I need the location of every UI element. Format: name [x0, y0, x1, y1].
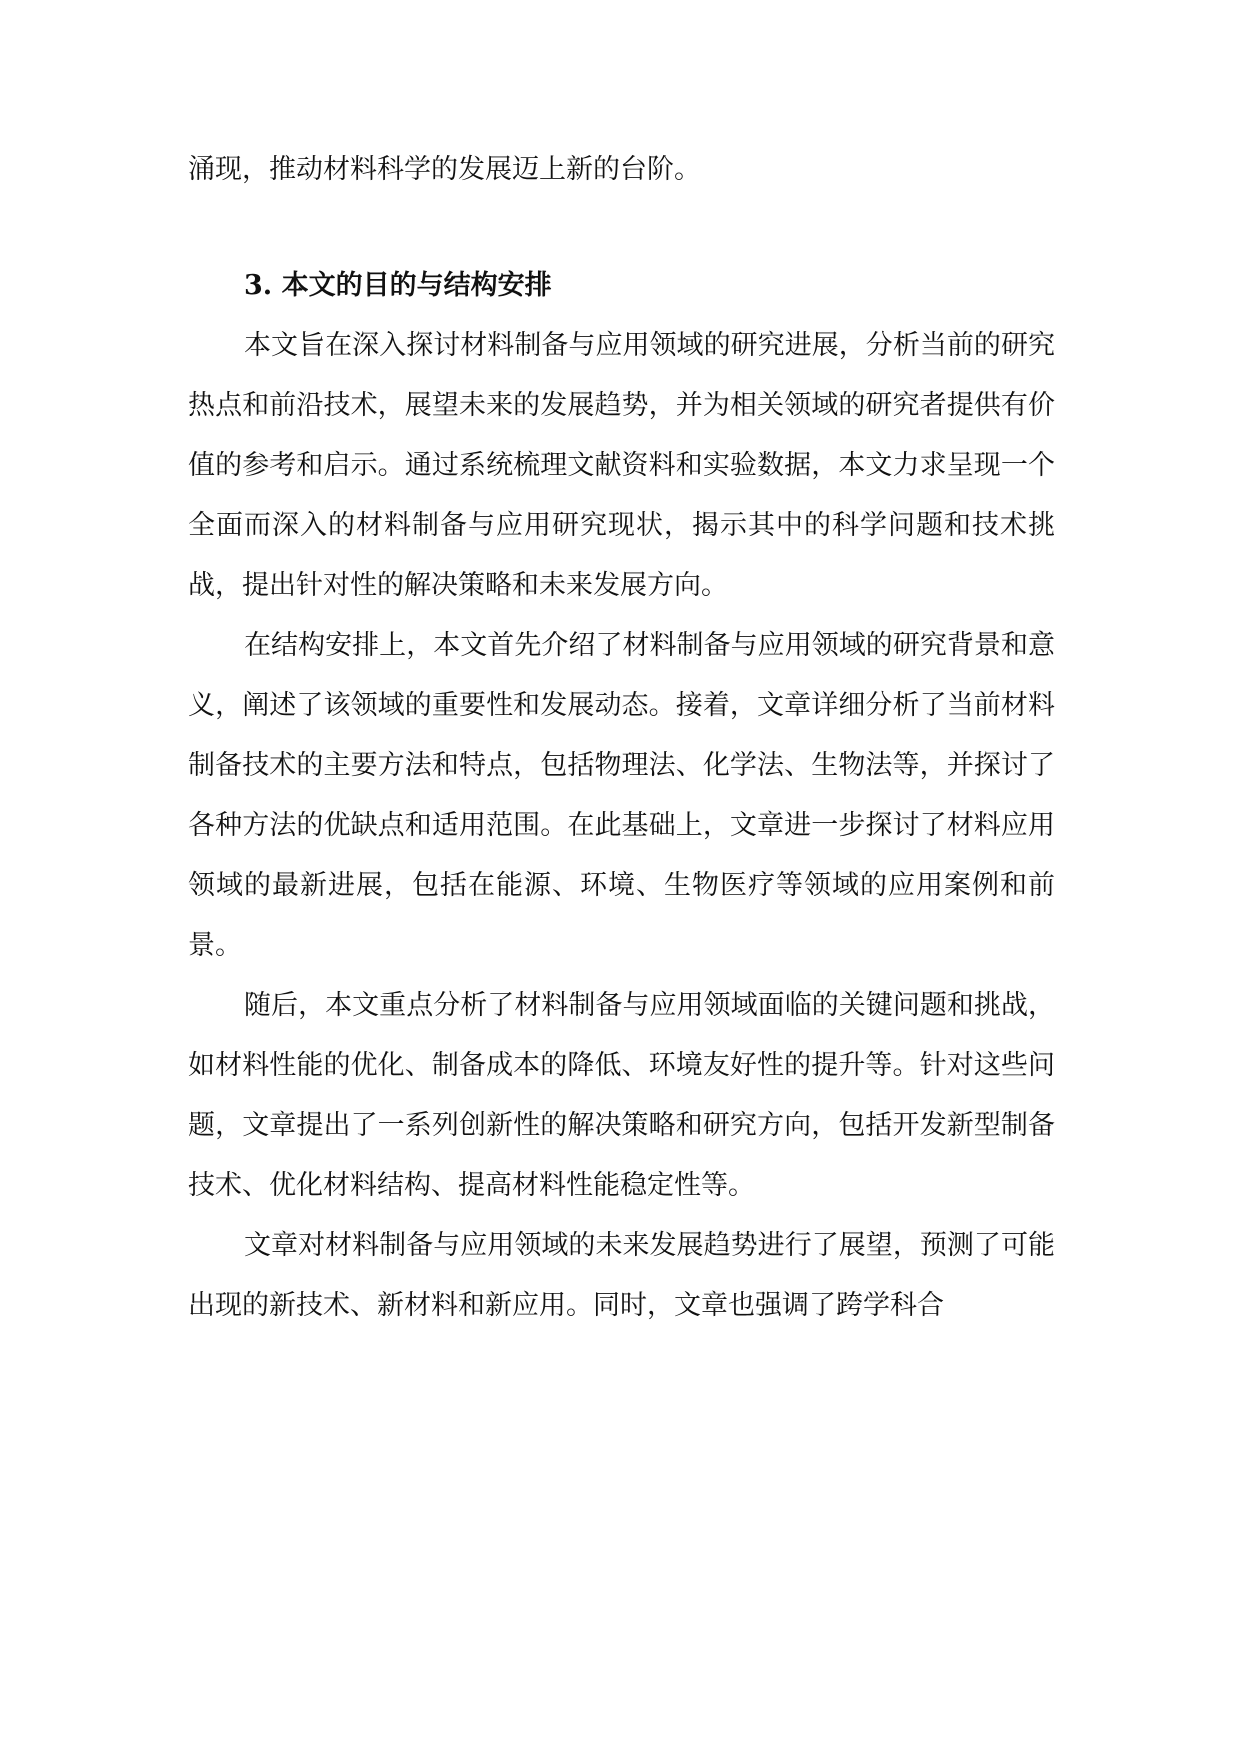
section-heading — [188, 256, 1055, 316]
paragraph-structure: 在结构安排上，本文首先介绍了材料制备与应用领域的研究背景和意义，阐述了该领域的重要性和发展动态。接着，文章详细分析了当前材料制备技术的主要方法和特点，包括物理法、化学法、生物法等，并探讨了各种方法的优缺点和适用范围。在此基础上，文章进一步探讨了材料应用领域的最新进展，包括在能源、环境、生物医疗等领域的应用案例和前景。 — [188, 630, 1055, 961]
paragraph-challenges: 随后，本文重点分析了材料制备与应用领域面临的关键问题和挑战，如材料性能的优化、制备成本的降低、环境友好性的提升等。针对这些问题，文章提出了一系列创新性的解决策略和研究方向，包括开发新型制备技术、优化材料结构、提高材料性能稳定性等。 — [188, 990, 1055, 1201]
section-title: 本文的目的与结构安排 — [281, 270, 552, 301]
paragraph-purpose: 本文旨在深入探讨材料制备与应用领域的研究进展，分析当前的研究热点和前沿技术，展望未来的发展趋势，并为相关领域的研究者提供有价值的参考和启示。通过系统梳理文献资料和实验数据，本文力求呈现一个全面而深入的材料制备与应用研究现状，揭示其中的科学问题和技术挑战，提出针对性的解决策略和未来发展方向。 — [188, 330, 1055, 601]
paragraph-outlook: 文章对材料制备与应用领域的未来发展趋势进行了展望，预测了可能出现的新技术、新材料和新应用。同时，文章也强调了跨学科合 — [188, 1230, 1055, 1321]
document-body — [188, 140, 1055, 1336]
continuation-paragraph: 涌现，推动材料科学的发展迈上新的台阶。 — [188, 154, 701, 185]
section-number: 3. — [244, 270, 273, 301]
